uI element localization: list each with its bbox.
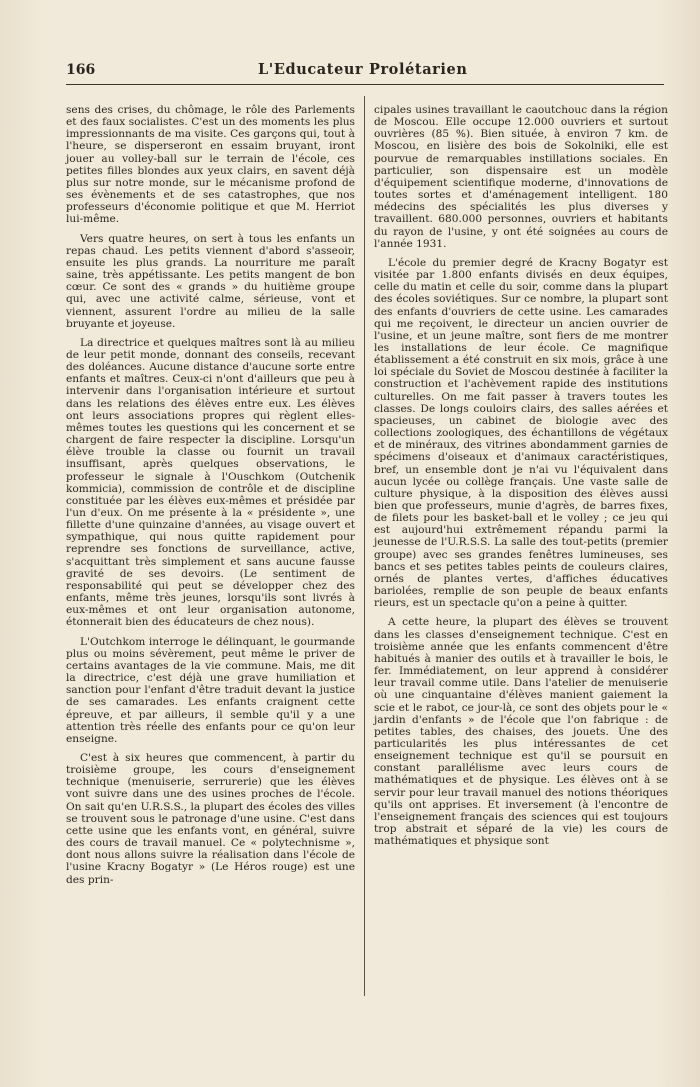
paragraph: La directrice et quelques maîtres sont là au milieu de leur petit monde, donnant des conseils, recevant des doléances. Aucune distance d'aucune sorte entre enfants et maîtres. Ceux-ci n'ont d'ailleurs que peu à intervenir dans l'organisation intérieure et surtout dans les relations des élèves entre eux. Les élèves ont leurs associations propres qui règlent elles-mêmes toutes les questions qui les concernent et se chargent de faire respecter la discipline. Lorsqu'un élève trouble la classe ou fournit un travail insuffisant, après quelques observations, le professeur le signale à l'Ouschkom (Outchenik kommicia), commission de contrôle et de discipline constituée par les élèves eux-mêmes et présidée par l'un d'eux. On me présente à la « présidente », une fillette d'une quinzaine d'années, au visage ouvert et sympathique, qui nous quitte rapidement pour reprendre ses fonctions de surveillance, active, s'acquittant très simplement et sans aucune fausse gravité de ses devoirs. (Le sentiment de responsabilité qui peut se développer chez des enfants, même très jeunes, lorsqu'ils sont livrés à eux-mêmes et ont leur organisation autonome, étonnerait bien des éducateurs de chez nous). (66, 336, 355, 629)
paragraph: sens des crises, du chômage, le rôle des Parlements et des faux socialistes. C'est un des moments les plus impressionnants de ma visite. Ces garçons qui, tout à l'heure, se disperseront en essaim bruyant, iront jouer au volley-ball sur le terrain de l'école, ces petites filles blondes aux yeux clairs, en savent déjà plus sur notre monde, sur le mécanisme profond de ses évènements et de ses catastrophes, que nos professeurs d'économie politique et que M. Herriot lui-même. (66, 104, 355, 226)
paragraph: L'Outchkom interroge le délinquant, le gourmande plus ou moins sévèrement, peut même le priver de certains avantages de la vie commune. Mais, me dit la directrice, c'est déjà une grave humiliation et sanction pour l'enfant d'être traduit devant la justice de ses camarades. Les enfants craignent cette épreuve, et par ailleurs, il semble qu'il y a une attention très réelle des enfants pour ce qu'on leur enseigne. (66, 635, 355, 745)
page-number: 166 (66, 62, 96, 78)
column-divider (364, 96, 365, 996)
paragraph: cipales usines travaillant le caoutchouc dans la région de Moscou. Elle occupe 12.000 ouvriers et surtout ouvrières (85 %). Bien située, à environ 7 km. de Moscou, en lisière des bois de Sokolniki, elle est pourvue de remarquables instillations sociales. En particulier, son dispensaire est un modèle d'équipement scientifique moderne, d'innovations de toutes sortes et d'aménagement intelligent. 180 médecins des spécialités les plus diverses y travaillent. 680.000 personnes, ouvriers et habitants du rayon de l'usine, y ont été soignées au cours de l'année 1931. (374, 104, 668, 250)
paragraph: A cette heure, la plupart des élèves se trouvent dans les classes d'enseignement technique. C'est en troisième année que les enfants commencent d'être habitués à manier des outils et à travailler le bois, le fer. Immédiatement, on leur apprend à considérer leur travail comme utile. Dans l'atelier de menuiserie où une cinquantaine d'élèves manient gaiement la scie et le rabot, ce jour-là, ce sont des objets pour le « jardin d'enfants » de l'école que l'on fabrique : de petites tables, des chaises, des jouets. Une des particularités les plus intéressantes de cet enseignement technique est qu'il se poursuit en constant parallélisme avec leurs cours de mathématiques et de physique. Les élèves ont à se servir pour leur travail manuel des notions théoriques qu'ils ont apprises. Et inversement (à l'encontre de l'enseignement français des sciences qui est toujours trop abstrait et séparé de la vie) les cours de mathématiques et physique sont (374, 616, 668, 848)
paragraph: C'est à six heures que commencent, à partir du troisième groupe, les cours d'enseignement technique (menuiserie, serrurerie) que les élèves vont suivre dans une des usines proches de l'école. On sait qu'en U.R.S.S., la plupart des écoles des villes se trouvent sous le patronage d'une usine. C'est dans cette usine que les enfants vont, en général, suivre des cours de travail manuel. Ce « polytechnisme », dont nous allons suivre la réalisation dans l'école de l'usine Kracny Bogatyr » (Le Héros rouge) est une des prin- (66, 751, 355, 886)
paragraph: Vers quatre heures, on sert à tous les enfants un repas chaud. Les petits viennent d'abord s'asseoir, ensuite les plus grands. La nourriture me paraît saine, très appétissante. Les petits mangent de bon cœur. Ce sont des « grands » du huitième groupe qui, avec une activité calme, sérieuse, vont et viennent, assurent l'ordre au milieu de la salle bruyante et joyeuse. (66, 232, 355, 330)
left-column (66, 104, 355, 886)
right-column (374, 104, 668, 847)
journal-title: L'Educateur Prolétarien (258, 61, 468, 78)
paragraph: L'école du premier degré de Kracny Bogatyr est visitée par 1.800 enfants divisés en deux équipes, celle du matin et celle du soir, comme dans la plupart des écoles soviétiques. Sur ce nombre, la plupart sont des enfants d'ouvriers de cette usine. Les camarades qui me reçoivent, le directeur un ancien ouvrier de l'usine, et un jeune maître, sont fiers de me montrer les installations de leur école. Ce magnifique établissement a été construit en six mois, grâce à une loi spéciale du Soviet de Moscou destinée à faciliter la construction et l'achèvement rapide des institutions culturelles. On me fait passer à travers toutes les classes. De longs couloirs clairs, des salles aérées et spacieuses, un cabinet de biologie avec des collections zoologiques, des échantillons de végétaux et de minéraux, des vitrines abondamment garnies de spécimens d'oiseaux et d'animaux caractéristiques, bref, un ensemble dont je n'ai vu l'équivalent dans aucun lycée ou collège français. Une vaste salle de culture physique, à la disposition des élèves aussi bien que professeurs, munie d'agrès, de barres fixes, de filets pour les basket-ball et le volley ; ce jeu qui est aujourd'hui extrêmement répandu parmi la jeunesse de l'U.R.S.S. La salle des tout-petits (premier groupe) avec ses grandes fenêtres lumineuses, ses bancs et ses petites tables peints de couleurs claires, ornés de plantes vertes, d'affiches éducatives bariolées, remplie de son peuple de beaux enfants rieurs, est un spectacle qu'on a peine à quitter. (374, 256, 668, 610)
page-header (66, 58, 664, 85)
